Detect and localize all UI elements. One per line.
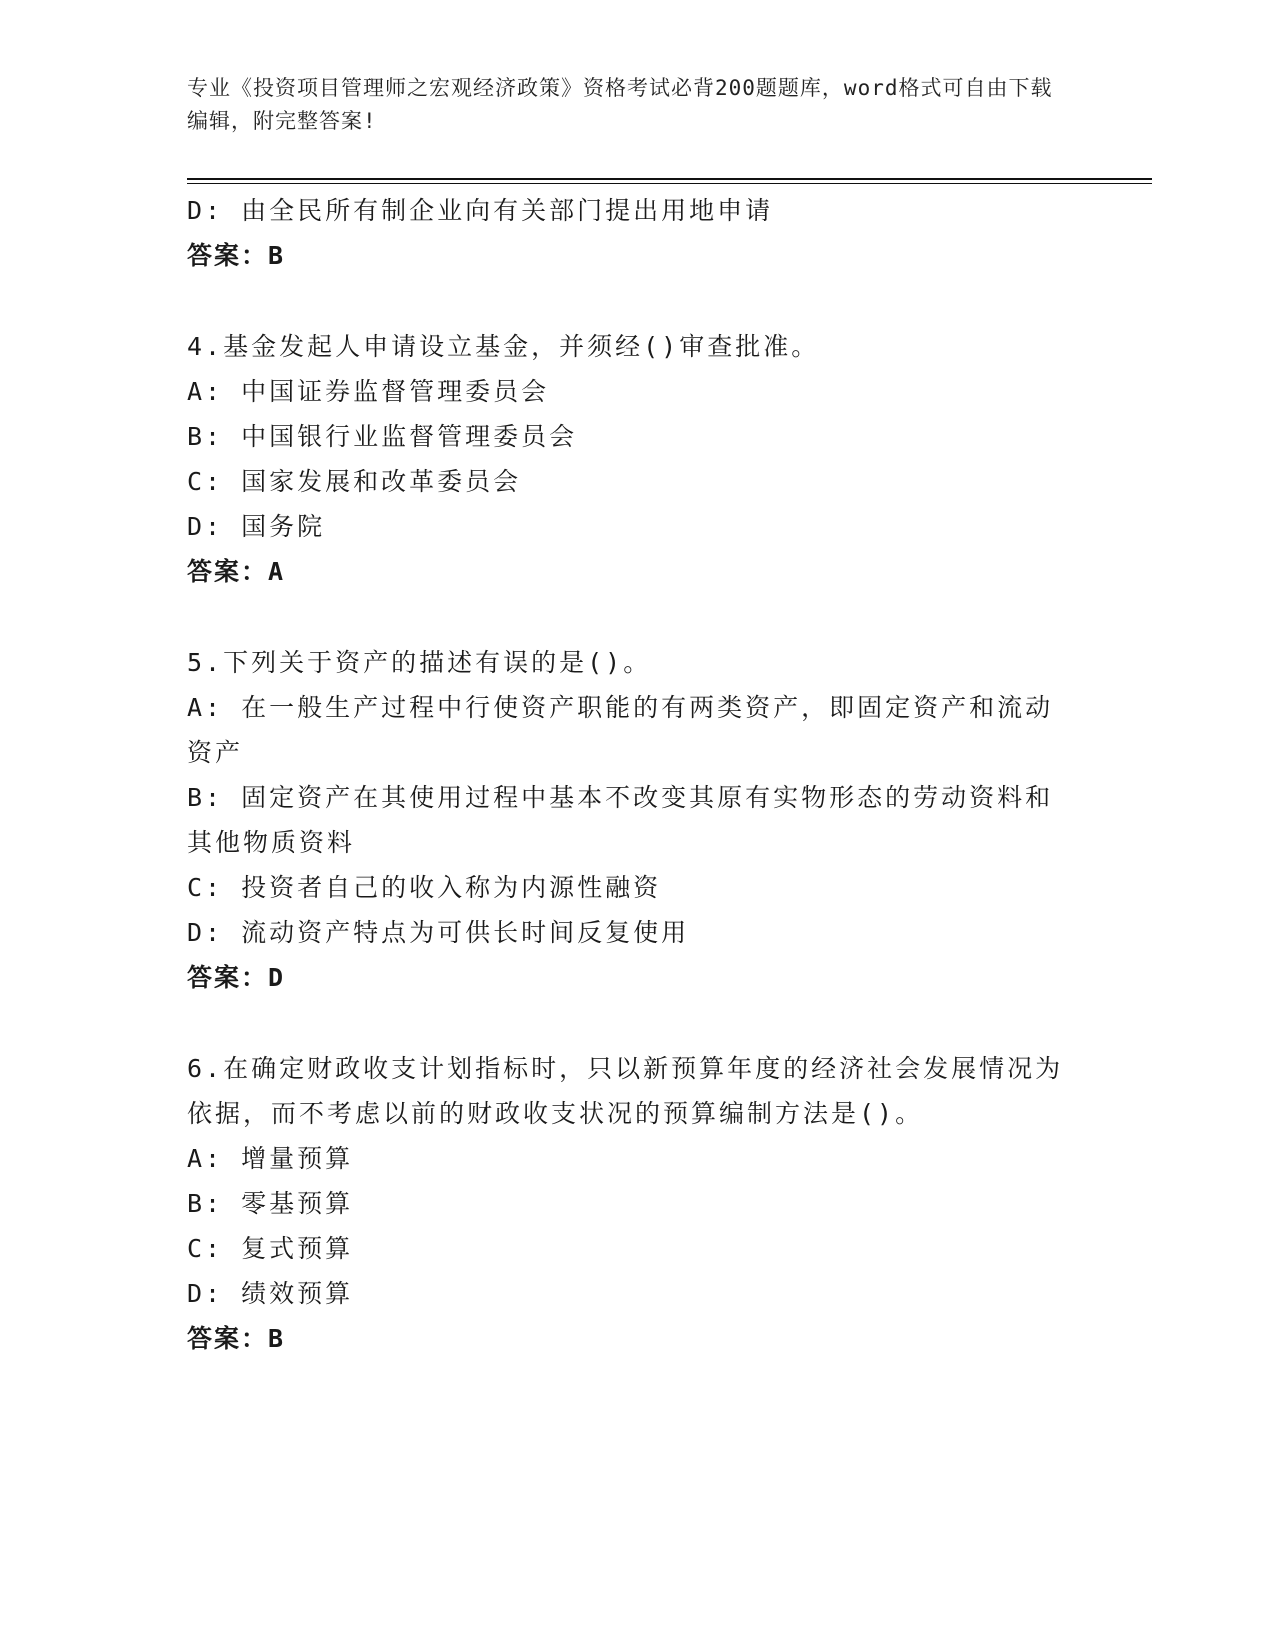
option-a: A: 增量预算: [187, 1144, 354, 1173]
document-body: [187, 188, 1067, 1361]
answer-line: 答案：A: [187, 557, 286, 586]
option-d: D: 由全民所有制企业向有关部门提出用地申请: [187, 196, 774, 225]
option-c: C: 投资者自己的收入称为内源性融资: [187, 873, 662, 902]
option-c: C: 复式预算: [187, 1234, 354, 1263]
question-6: [187, 1046, 1067, 1361]
previous-question-tail: [187, 188, 1067, 278]
header-rule-thin: [187, 183, 1152, 184]
question-stem: 5.下列关于资产的描述有误的是()。: [187, 648, 652, 677]
header-rule-thick: [187, 178, 1152, 180]
answer-line: 答案：D: [187, 963, 286, 992]
option-d: D: 国务院: [187, 512, 326, 541]
question-5: [187, 640, 1067, 1000]
document-header: 专业《投资项目管理师之宏观经济政策》资格考试必背200题题库，word格式可自由下载编辑，附完整答案!: [187, 76, 1053, 133]
answer-line: 答案：B: [187, 1324, 286, 1353]
question-stem: 4.基金发起人申请设立基金，并须经()审查批准。: [187, 332, 820, 361]
option-c: C: 国家发展和改革委员会: [187, 467, 522, 496]
question-stem: 6.在确定财政收支计划指标时，只以新预算年度的经济社会发展情况为依据，而不考虑以前的财政收支状况的预算编制方法是()。: [187, 1054, 1064, 1128]
question-4: [187, 324, 1067, 594]
option-a: A: 在一般生产过程中行使资产职能的有两类资产，即固定资产和流动资产: [187, 693, 1054, 767]
option-b: B: 零基预算: [187, 1189, 354, 1218]
option-d: D: 绩效预算: [187, 1279, 354, 1308]
answer-line: 答案：B: [187, 241, 286, 270]
option-d: D: 流动资产特点为可供长时间反复使用: [187, 918, 690, 947]
option-a: A: 中国证券监督管理委员会: [187, 377, 550, 406]
option-b: B: 中国银行业监督管理委员会: [187, 422, 578, 451]
option-b: B: 固定资产在其使用过程中基本不改变其原有实物形态的劳动资料和其他物质资料: [187, 783, 1054, 857]
